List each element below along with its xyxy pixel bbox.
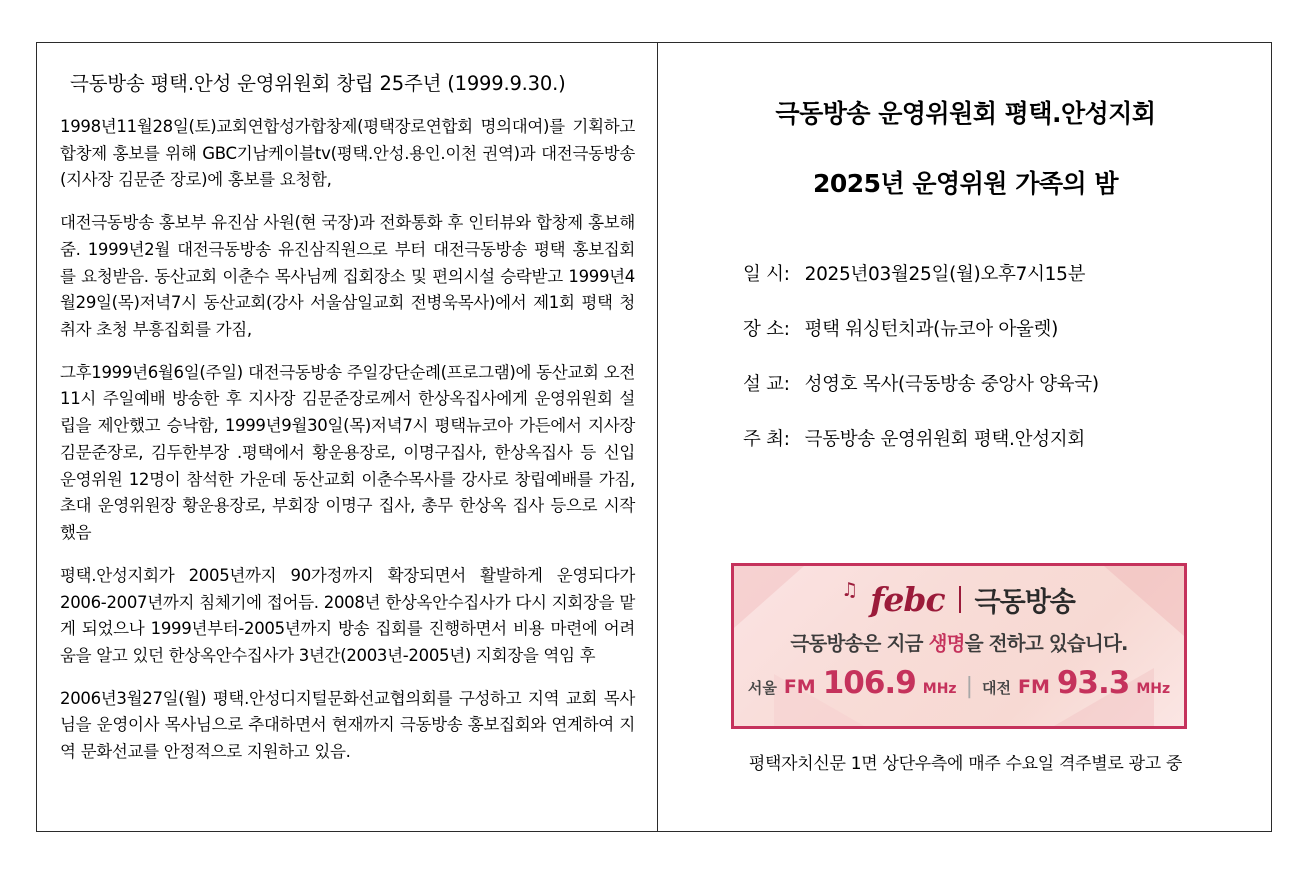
info-label-sermon: 설 교: <box>743 374 790 395</box>
info-label-host: 주 최: <box>743 429 790 450</box>
freq2-number: 93.3 <box>1056 665 1130 701</box>
febc-logo-text: febc <box>870 580 945 619</box>
info-row-host <box>743 425 1250 451</box>
ad-slogan-highlight: 생명 <box>928 632 965 655</box>
event-title-line1: 극동방송 운영위원회 평택.안성지회 <box>775 99 1156 128</box>
paragraph-5: 2006년3월27일(월) 평택.안성디지털문화선교협의회를 구성하고 지역 교회 목사님을 운영이사 목사님으로 추대하면서 현재까지 극동방송 홍보집회와 연계하여 지역 문화선교를 안정적으로 지원하고 있음. <box>60 688 635 762</box>
freq1-city: 서울 <box>747 679 777 697</box>
info-row-datetime <box>743 260 1250 286</box>
ad-slogan <box>734 628 1184 656</box>
ad-caption: 평택자치신문 1면 상단우측에 매주 수요일 격주별로 광고 중 <box>748 754 1183 774</box>
info-label-datetime: 일 시: <box>743 264 790 285</box>
ad-logo-line <box>734 580 1184 619</box>
info-value-location: 평택 워싱턴치과(뉴코아 아울렛) <box>804 319 1059 340</box>
info-label-location: 장 소: <box>743 319 790 340</box>
event-info-list <box>743 260 1250 451</box>
music-note-icon: ♫ <box>841 578 859 601</box>
ad-content <box>734 566 1184 701</box>
freq2-city: 대전 <box>981 679 1011 697</box>
freq2-fm-label: FM <box>1017 676 1050 698</box>
paragraph-3: 그후1999년6월6일(주일) 대전극동방송 주일강단순례(프로그램)에 동산교회 오전11시 주일예배 방송한 후 지사장 김문준장로께서 한상옥집사에게 운영위원회 설립을 제안했고 승낙함, 1999년9월30일(목)저녁7시 평택뉴코아 가든에서 지사장 김문준장로, 김두한부장 .평택에서 황운용장로, 이명구집사, 한상옥집사 등 신입 운영위원 12명이 참석한 가운데 동산교회 이춘수목사를 강사로 창립예배를 가짐, 초대 운영위원장 황운용장로, 부회장 이명구 집사, 총무 한상옥 집사 등으로 시작했음 <box>60 362 635 543</box>
paragraph-4: 평택.안성지회가 2005년까지 90가정까지 확장되면서 활발하게 운영되다가 2006-2007년까지 침체기에 접어듬. 2008년 한상옥안수집사가 다시 지회장을 맡게 되었으나 1999년부터-2005년까지 방송 집회를 진행하면서 비용 마련에 어려움을 알고 있던 한상옥안수집사가 3년간(2003년-2005년) 지회장을 역임 후 <box>60 565 635 665</box>
right-column <box>659 44 1272 830</box>
paragraph-2: 대전극동방송 홍보부 유진삼 사원(현 국장)과 전화통화 후 인터뷰와 합창제 홍보해줌. 1999년2월 대전극동방송 유진삼직원으로 부터 대전극동방송 평택 홍보집회를 요청받음. 동산교회 이춘수 목사님께 집회장소 및 편의시설 승락받고 1999년4월29일(목)저녁7시 동산교회(강사 서울삼일교회 전병욱목사)에서 제1회 평택 청취자 초청 부흥집회를 가짐, <box>60 213 635 340</box>
freq1-unit: MHz <box>922 681 957 697</box>
ad-slogan-pre: 극동방송은 지금 <box>790 632 929 655</box>
ad-brand-name: 극동방송 <box>974 587 1075 618</box>
paragraph-1: 1998년11월28일(토)교회연합성가합창제(평택장로연합회 명의대여)를 기획하고 합창제 홍보를 위해 GBC기남케이블tv(평택.안성.용인.이천 권역)과 대전극동방송(지사장 김문준 장로)에 홍보를 요청함, <box>60 117 635 190</box>
logo-separator <box>959 586 961 613</box>
ad-slogan-post: 을 전하고 있습니다. <box>964 632 1128 655</box>
info-row-sermon <box>743 370 1250 396</box>
freq2-unit: MHz <box>1136 681 1171 697</box>
info-value-datetime: 2025년03월25일(월)오후7시15분 <box>804 264 1086 285</box>
ad-frequencies <box>734 665 1184 701</box>
freq1-number: 106.9 <box>822 665 916 701</box>
febc-advertisement <box>731 563 1187 729</box>
column-divider <box>657 42 658 832</box>
left-heading: 극동방송 평택.안성 운영위원회 창립 25주년 (1999.9.30.) <box>70 72 566 95</box>
left-column <box>38 44 655 830</box>
info-value-sermon: 성영호 목사(극동방송 중앙사 양육국) <box>804 374 1099 395</box>
event-title-line2: 2025년 운영위원 가족의 밤 <box>812 169 1119 198</box>
info-value-host: 극동방송 운영위원회 평택.안성지회 <box>804 429 1085 450</box>
info-row-location <box>743 315 1250 341</box>
freq1-fm-label: FM <box>783 676 816 698</box>
freq-divider: | <box>965 674 973 699</box>
